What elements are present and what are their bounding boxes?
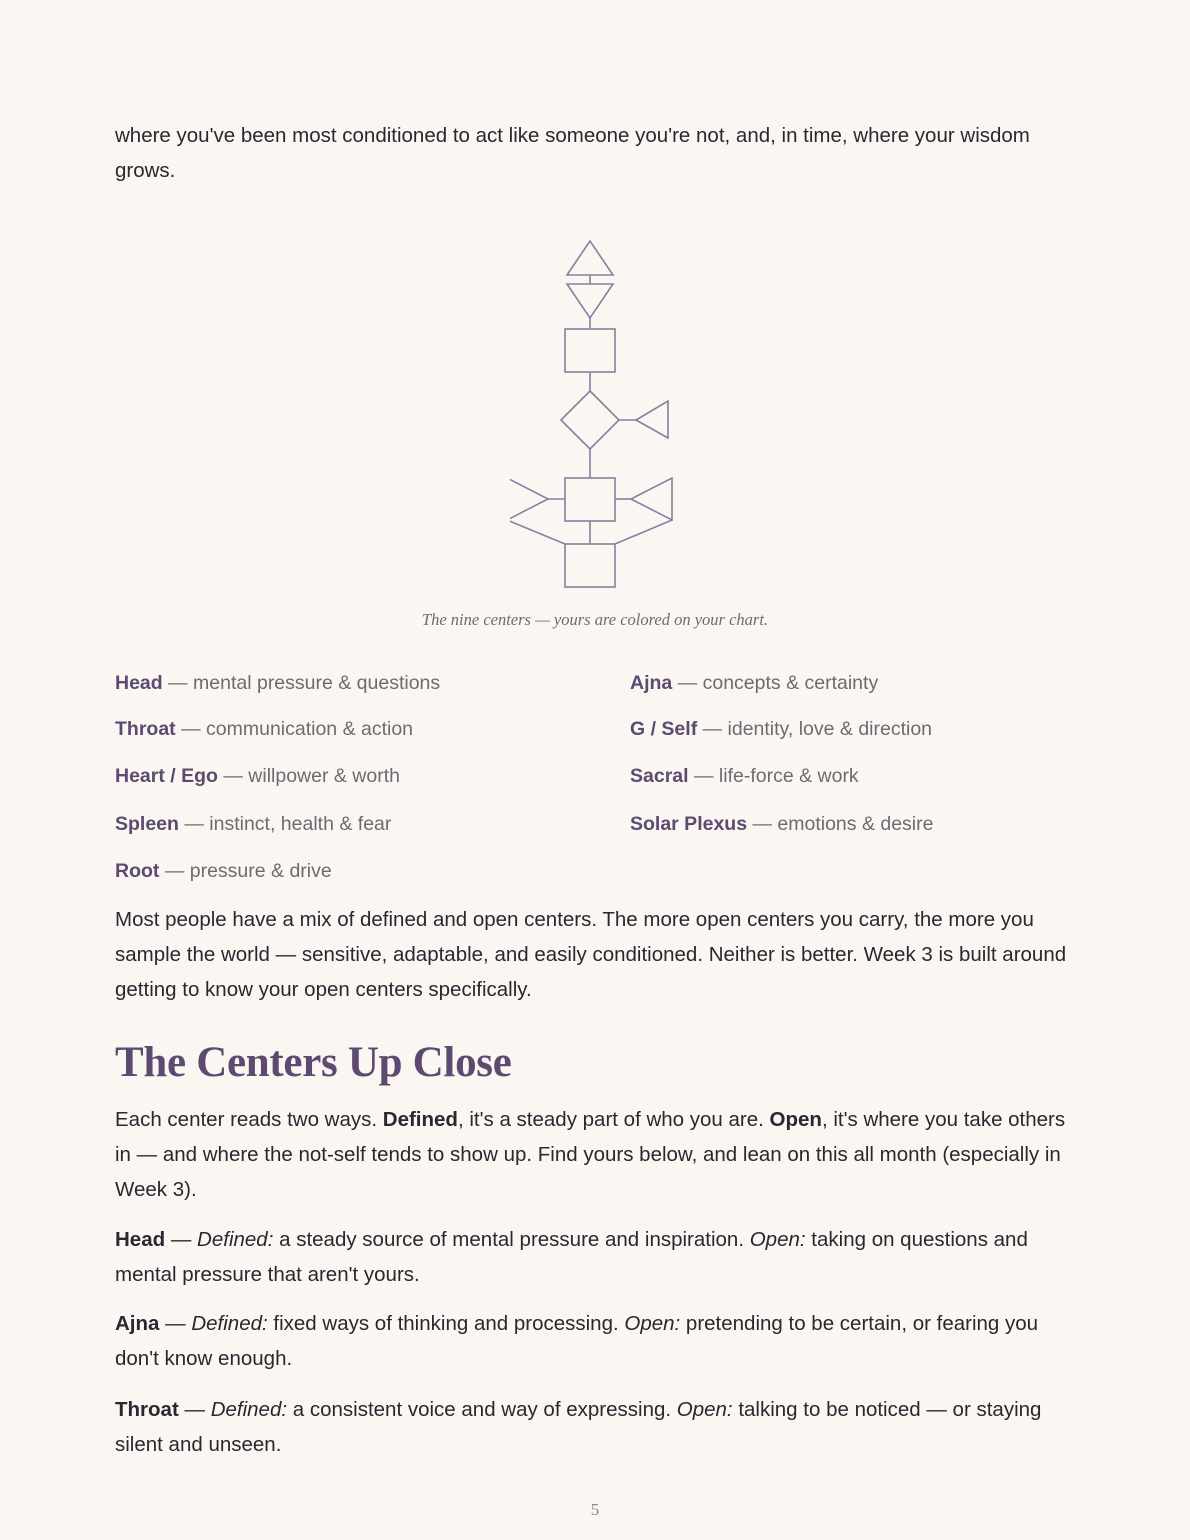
legend-item-g-self (630, 718, 932, 741)
spleen-root-channel (510, 520, 565, 544)
center-dash: — (178, 1398, 211, 1421)
center-entry-throat (115, 1392, 1075, 1462)
legend-desc: — communication & action (181, 718, 414, 740)
intro-paragraph: where you've been most conditioned to act like someone you're not, and, in time, where your wisdom grows. (115, 124, 1030, 182)
center-entry-ajna (115, 1306, 1075, 1376)
open-label: Open: (676, 1398, 733, 1421)
bodygraph-diagram (510, 236, 690, 596)
legend-name: Ajna (630, 672, 673, 694)
sacral-center (565, 478, 615, 521)
open-label: Open: (749, 1228, 806, 1251)
center-dash: — (159, 1312, 192, 1335)
legend-item-ajna (630, 672, 878, 695)
legend-desc: — emotions & desire (752, 813, 934, 835)
solar-plexus-center (631, 478, 672, 520)
legend-item-head (115, 672, 440, 695)
legend-desc: — mental pressure & questions (168, 672, 441, 694)
open-label: Open: (624, 1312, 681, 1335)
defined-text: a consistent voice and way of expressing. (287, 1398, 677, 1421)
legend-desc: — instinct, health & fear (184, 813, 392, 835)
open-text: taking on questions and mental pressure that aren't yours. (115, 1228, 1028, 1286)
g-self-center (561, 391, 619, 449)
legend-item-sacral (630, 765, 859, 788)
defined-label: Defined: (210, 1398, 288, 1421)
ajna-center (567, 284, 613, 318)
defined-label: Defined: (191, 1312, 268, 1335)
legend-desc: — identity, love & direction (702, 718, 933, 740)
throat-center (565, 329, 615, 372)
legend-desc: — pressure & drive (164, 860, 332, 882)
legend-name: Sacral (630, 765, 689, 787)
legend-name: Heart / Ego (115, 765, 218, 787)
legend-desc: — concepts & certainty (677, 672, 879, 694)
open-text: pretending to be certain, or fearing you don't know enough. (115, 1312, 1039, 1370)
center-dash: — (165, 1228, 198, 1251)
center-name: Throat (115, 1398, 179, 1421)
legend-item-spleen (115, 813, 391, 836)
center-entry-head (115, 1222, 1075, 1292)
intro-text-2: , it's a steady part of who you are. (457, 1108, 770, 1131)
legend-desc: — life-force & work (693, 765, 859, 787)
legend-name: Solar Plexus (630, 813, 748, 835)
legend-name: Head (115, 672, 163, 694)
mix-paragraph: Most people have a mix of defined and open centers. The more open centers you carry, the more you sample the world — sensitive, adaptable, and easily conditioned. Neither is better. Week 3 is built around getting to know your open centers specifically. (115, 908, 1067, 1001)
intro-text-1: Each center reads two ways. (115, 1108, 383, 1131)
defined-text: fixed ways of thinking and processing. (267, 1312, 625, 1335)
center-name: Head (115, 1228, 166, 1251)
page-number: 5 (590, 1500, 600, 1519)
section-heading: The Centers Up Close (115, 1039, 512, 1086)
center-name: Ajna (115, 1312, 160, 1335)
heart-ego-center (636, 401, 668, 438)
root-center (565, 544, 615, 587)
open-text: talking to be noticed — or staying silent and unseen. (115, 1398, 1042, 1456)
legend-item-heart-ego (115, 765, 400, 788)
defined-term: Defined (382, 1108, 458, 1131)
spleen-center (510, 478, 548, 520)
defined-label: Defined: (197, 1228, 274, 1251)
legend-name: G / Self (630, 718, 698, 740)
open-term: Open (769, 1108, 822, 1131)
legend-name: Spleen (115, 813, 179, 835)
section-intro-paragraph (115, 1102, 1075, 1207)
solar-root-channel (615, 520, 672, 544)
legend-item-throat (115, 718, 413, 741)
legend-item-root (115, 860, 332, 883)
legend-name: Root (115, 860, 160, 882)
legend-desc: — willpower & worth (223, 765, 400, 787)
diagram-caption: The nine centers — yours are colored on your chart. (421, 610, 769, 629)
legend-item-solar-plexus (630, 813, 933, 836)
head-center (567, 241, 613, 275)
legend-name: Throat (115, 718, 176, 740)
defined-text: a steady source of mental pressure and inspiration. (273, 1228, 750, 1251)
intro-text-3: , it's where you take others in — and where the not-self tends to show up. Find yours below, and lean on this all month (especially in Week 3). (115, 1108, 1066, 1201)
